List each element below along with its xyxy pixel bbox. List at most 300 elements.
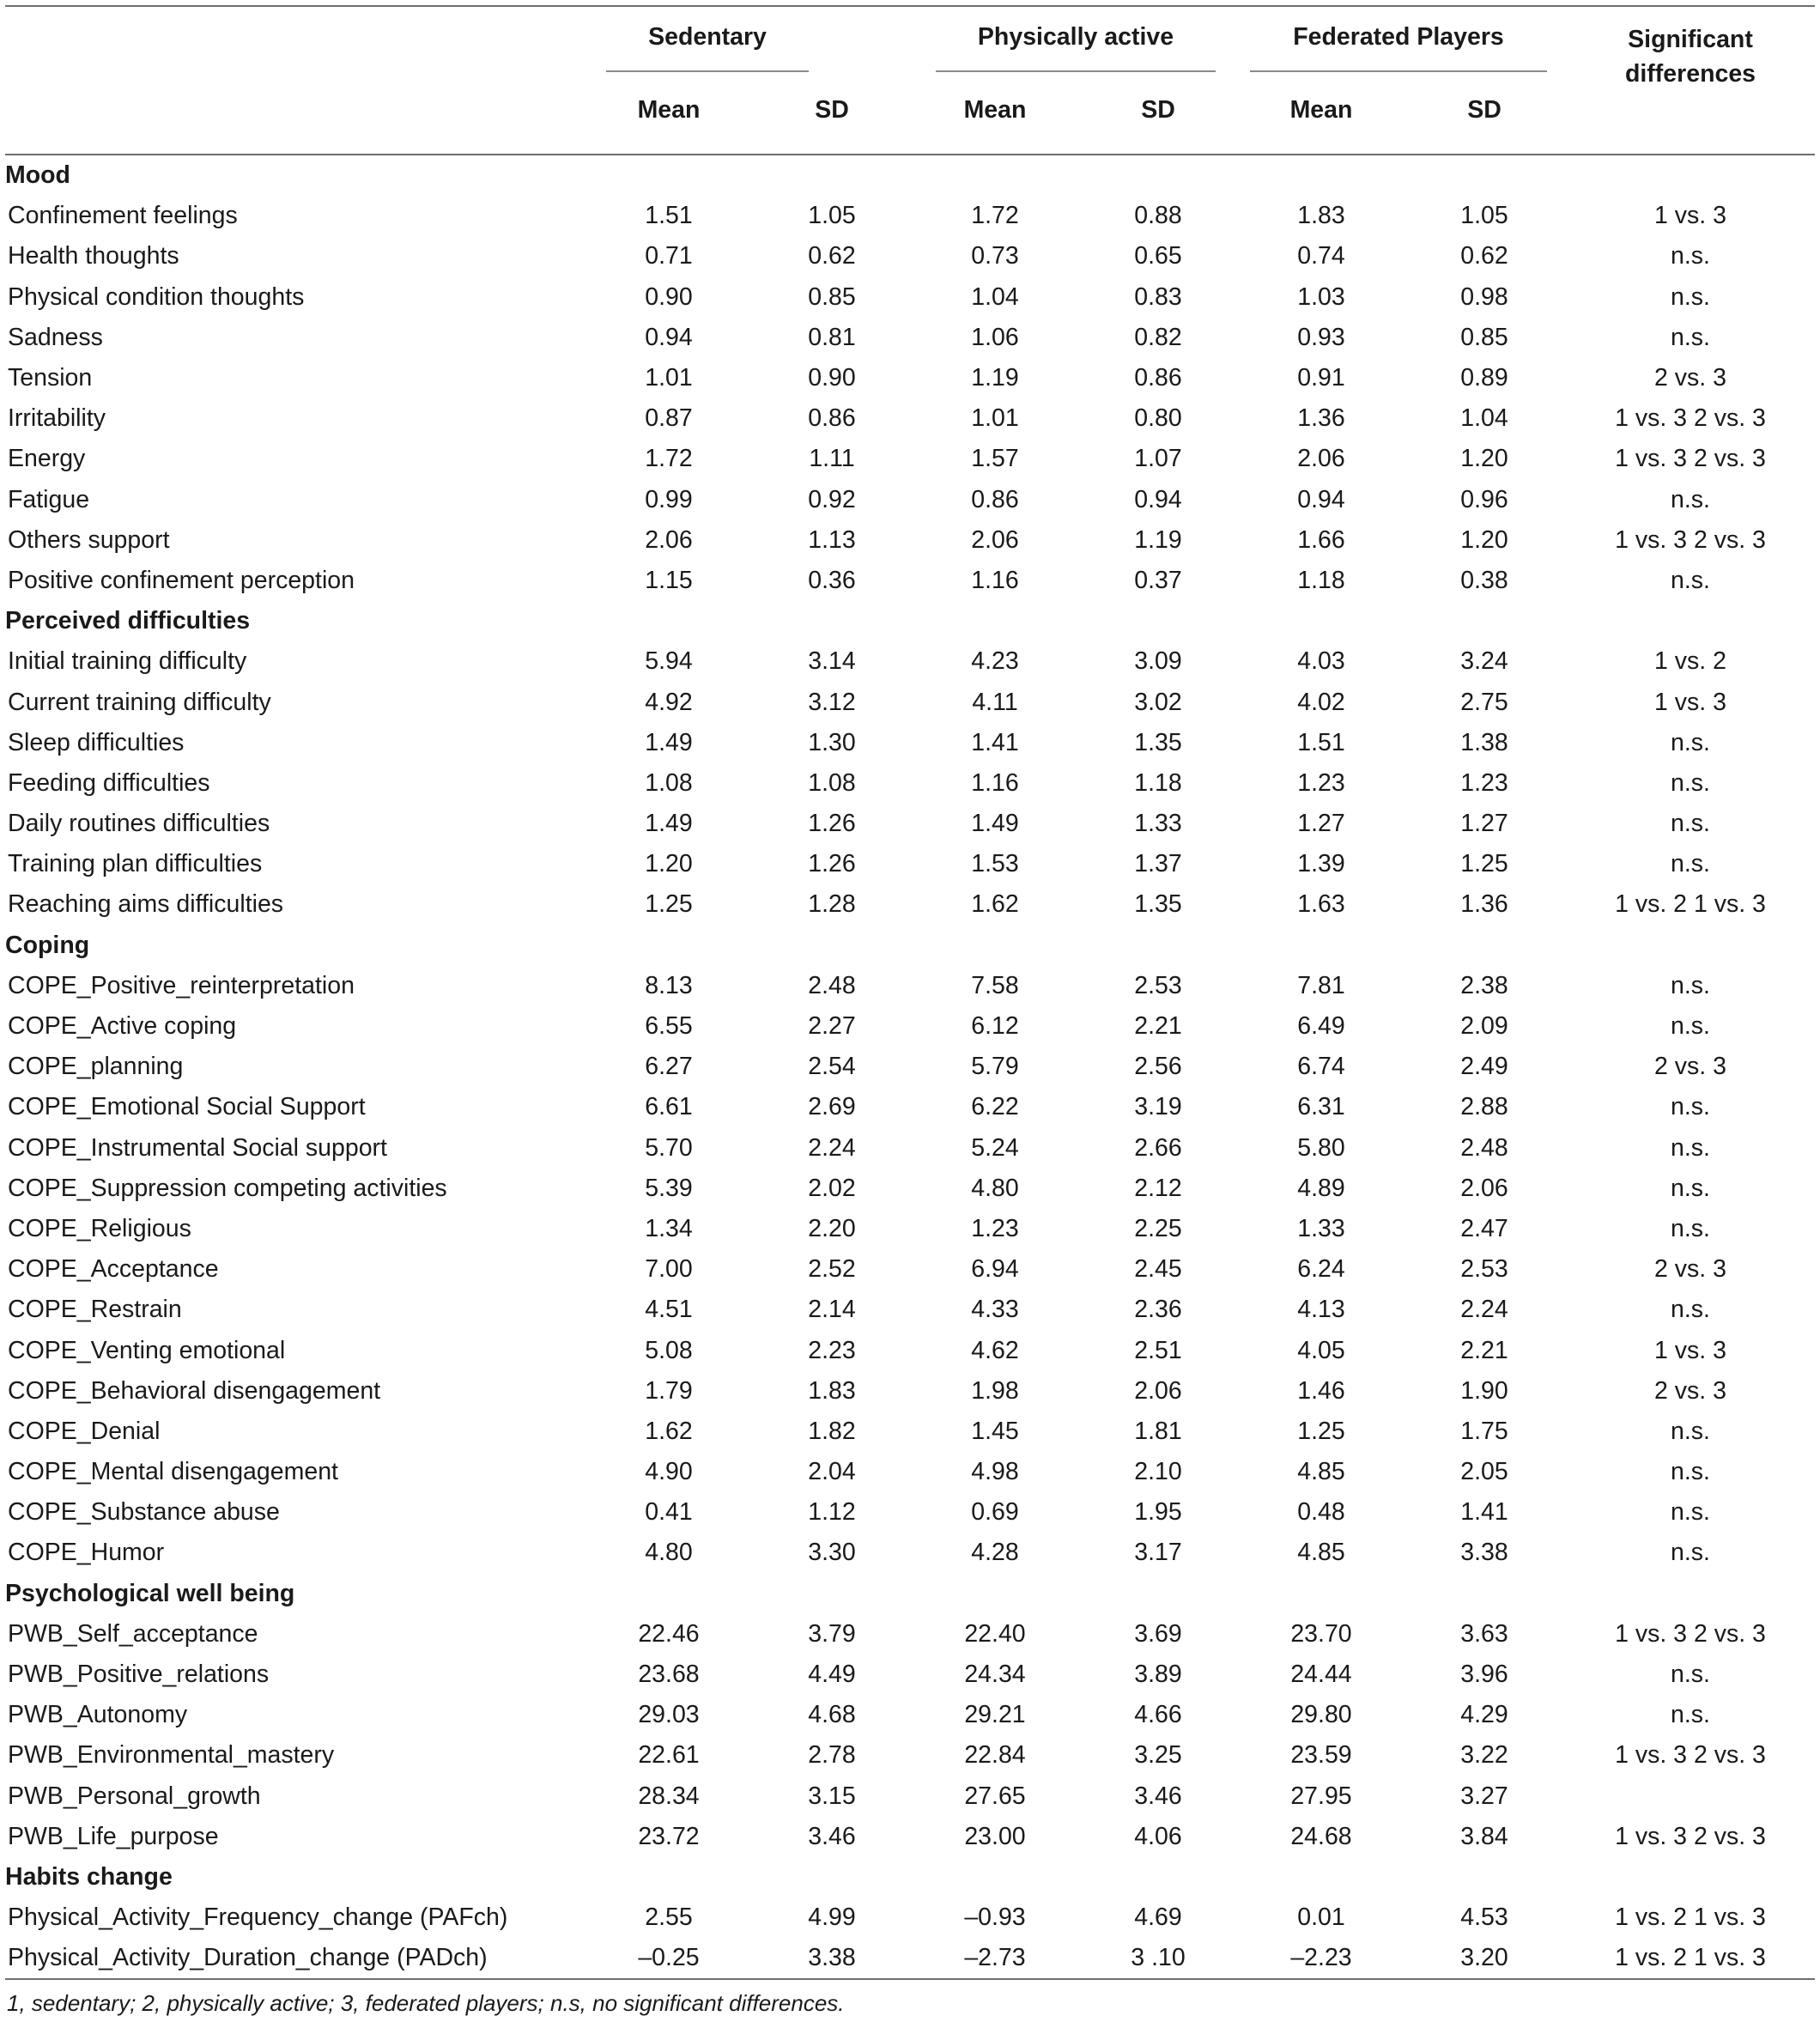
mean-cell: 1.25 xyxy=(645,890,693,919)
sd-cell: 0.85 xyxy=(808,282,856,311)
mean-cell: 1.79 xyxy=(645,1376,693,1405)
mean-cell: 2.06 xyxy=(645,525,693,554)
mean-cell: 1.08 xyxy=(645,768,693,797)
sd-cell: 0.62 xyxy=(1460,242,1508,270)
row-label: Training plan difficulties xyxy=(8,850,263,878)
sd-cell: 4.06 xyxy=(1134,1822,1182,1850)
mean-cell: 4.90 xyxy=(645,1458,693,1486)
mean-cell: 4.92 xyxy=(645,688,693,716)
significance-cell: n.s. xyxy=(1671,282,1710,311)
significance-cell: 1 vs. 2 1 vs. 3 xyxy=(1615,1904,1766,1932)
mean-cell: 1.19 xyxy=(971,364,1019,392)
mean-cell: 28.34 xyxy=(638,1782,700,1810)
significance-cell: n.s. xyxy=(1671,1498,1710,1527)
significance-cell: 1 vs. 3 2 vs. 3 xyxy=(1615,1822,1766,1850)
mean-cell: 0.74 xyxy=(1297,242,1345,270)
mean-cell: 4.98 xyxy=(971,1458,1019,1486)
sd-cell: 2.53 xyxy=(1460,1255,1508,1284)
sd-cell: 4.68 xyxy=(808,1701,856,1729)
mean-cell: 23.72 xyxy=(638,1822,700,1850)
sd-cell: 1.20 xyxy=(1460,445,1508,473)
significant-differences-header: Significant differences xyxy=(1624,26,1756,88)
mean-cell: 22.46 xyxy=(638,1619,700,1648)
significance-cell: n.s. xyxy=(1671,1296,1710,1324)
table-row xyxy=(5,1452,1815,1492)
sd-cell: 3.12 xyxy=(808,688,856,716)
mean-cell: 1.25 xyxy=(1297,1417,1345,1445)
mean-cell: 1.18 xyxy=(1297,566,1345,594)
significance-cell: n.s. xyxy=(1671,850,1710,878)
sd-cell: 0.86 xyxy=(808,404,856,433)
sd-cell: 0.62 xyxy=(808,242,856,270)
sd-cell: 1.23 xyxy=(1460,768,1508,797)
sd-cell: 0.81 xyxy=(808,323,856,351)
sd-cell: 3.38 xyxy=(750,1938,913,1979)
mean-cell: 0.69 xyxy=(971,1498,1019,1527)
sd-cell: 2.10 xyxy=(1134,1458,1182,1486)
mean-cell: 29.21 xyxy=(964,1701,1026,1729)
sd-cell: 3 .10 xyxy=(1077,1938,1240,1979)
mean-cell: 1.27 xyxy=(1297,810,1345,838)
table-row xyxy=(5,561,1815,601)
table-row xyxy=(5,1006,1815,1047)
significance-cell: 2 vs. 3 xyxy=(1654,1255,1726,1284)
sd-cell: 2.14 xyxy=(808,1296,856,1324)
row-label: COPE_Suppression competing activities xyxy=(8,1174,447,1202)
sd-cell: 2.75 xyxy=(1460,688,1508,716)
mean-cell: 7.58 xyxy=(971,971,1019,999)
significance-cell: n.s. xyxy=(1671,1012,1710,1041)
significance-cell: 1 vs. 2 1 vs. 3 xyxy=(1615,890,1766,919)
table-row xyxy=(5,723,1815,763)
section-header-row xyxy=(5,926,1815,966)
significance-cell: 1 vs. 3 xyxy=(1654,688,1726,716)
mean-cell: 1.16 xyxy=(971,566,1019,594)
sd-cell: 0.88 xyxy=(1134,202,1182,230)
mean-cell: 1.45 xyxy=(971,1417,1019,1445)
row-label: Confinement feelings xyxy=(8,202,238,230)
table-row xyxy=(5,480,1815,520)
mean-cell: 29.03 xyxy=(638,1701,700,1729)
mean-cell: 0.86 xyxy=(971,485,1019,513)
section-title: Perceived difficulties xyxy=(5,607,251,635)
mean-cell: 2.55 xyxy=(645,1904,693,1932)
mean-cell: 1.20 xyxy=(645,850,693,878)
mean-cell: 1.23 xyxy=(1297,768,1345,797)
sd-cell: 3.89 xyxy=(1134,1661,1182,1689)
row-label: Others support xyxy=(8,525,170,554)
mean-cell: 27.95 xyxy=(1290,1782,1352,1810)
significance-cell: n.s. xyxy=(1671,242,1710,270)
sd-cell: 0.86 xyxy=(1134,364,1182,392)
significance-cell: 2 vs. 3 xyxy=(1654,1376,1726,1405)
mean-cell: 4.85 xyxy=(1297,1539,1345,1567)
sd-cell: 2.24 xyxy=(808,1133,856,1162)
sd-cell: 2.56 xyxy=(1134,1053,1182,1081)
row-label: PWB_Autonomy xyxy=(8,1701,188,1729)
mean-cell: 6.94 xyxy=(971,1255,1019,1284)
sd-cell: 3.79 xyxy=(808,1619,856,1648)
row-label: Physical_Activity_Frequency_change (PAFch) xyxy=(8,1904,508,1932)
table-row xyxy=(5,1938,1815,1979)
mean-header: Mean xyxy=(637,96,701,124)
mean-cell: 2.06 xyxy=(971,525,1019,554)
sd-header: SD xyxy=(815,96,849,124)
mean-cell: 4.13 xyxy=(1297,1296,1345,1324)
mean-cell: 1.15 xyxy=(645,566,693,594)
row-label: PWB_Self_acceptance xyxy=(8,1619,258,1648)
mean-cell: 0.48 xyxy=(1297,1498,1345,1527)
sd-header: SD xyxy=(1467,96,1502,124)
mean-header: Mean xyxy=(963,96,1027,124)
sd-cell: 1.05 xyxy=(808,202,856,230)
significance-cell: 1 vs. 2 xyxy=(1654,647,1726,676)
header-blank-2 xyxy=(5,79,587,155)
row-label: Physical_Activity_Duration_change (PADch) xyxy=(5,1938,587,1979)
table-row xyxy=(5,884,1815,925)
sd-cell: 3.63 xyxy=(1460,1619,1508,1648)
row-label: COPE_Instrumental Social support xyxy=(8,1133,387,1162)
row-label: COPE_Behavioral disengagement xyxy=(8,1376,381,1405)
sd-cell: 3.27 xyxy=(1460,1782,1508,1810)
mean-cell: 4.80 xyxy=(645,1539,693,1567)
mean-cell: –2.23 xyxy=(1240,1938,1403,1979)
significance-cell: n.s. xyxy=(1671,1214,1710,1242)
mean-cell: 23.59 xyxy=(1290,1741,1352,1770)
row-label: Energy xyxy=(8,445,86,473)
table-row xyxy=(5,1735,1815,1776)
table-row xyxy=(5,641,1815,682)
mean-cell: 4.23 xyxy=(971,647,1019,676)
sd-cell: 3.96 xyxy=(1460,1661,1508,1689)
sd-cell: 2.20 xyxy=(808,1214,856,1242)
table-row xyxy=(5,520,1815,561)
table-row xyxy=(5,1655,1815,1695)
significance-cell: n.s. xyxy=(1671,768,1710,797)
table-row xyxy=(5,1533,1815,1573)
row-label: COPE_planning xyxy=(8,1053,184,1081)
mean-cell: 4.28 xyxy=(971,1539,1019,1567)
table-row xyxy=(5,439,1815,479)
table-row xyxy=(5,1330,1815,1370)
mean-cell: 1.04 xyxy=(971,282,1019,311)
mean-cell: 1.98 xyxy=(971,1376,1019,1405)
significance-cell: n.s. xyxy=(1671,485,1710,513)
sd-cell: 2.21 xyxy=(1134,1012,1182,1041)
sd-cell: 2.52 xyxy=(808,1255,856,1284)
table-row xyxy=(5,1614,1815,1655)
significance-cell: n.s. xyxy=(1671,1701,1710,1729)
sd-cell: 3.69 xyxy=(1134,1619,1182,1648)
sd-cell: 2.66 xyxy=(1134,1133,1182,1162)
mean-cell: 4.05 xyxy=(1297,1336,1345,1364)
significance-cell: 1 vs. 3 2 vs. 3 xyxy=(1615,404,1766,433)
row-label: Tension xyxy=(8,364,93,392)
mean-cell: 6.55 xyxy=(645,1012,693,1041)
mean-cell: 1.62 xyxy=(645,1417,693,1445)
significance-cell: n.s. xyxy=(1671,1539,1710,1567)
significance-cell xyxy=(1566,1776,1815,1817)
row-label: Daily routines difficulties xyxy=(8,810,270,838)
sd-cell: 0.83 xyxy=(1134,282,1182,311)
row-label: COPE_Active coping xyxy=(8,1012,237,1041)
significance-cell: n.s. xyxy=(1671,1417,1710,1445)
row-label: COPE_Positive_reinterpretation xyxy=(8,971,355,999)
sd-cell: 0.96 xyxy=(1460,485,1508,513)
sd-cell: 4.29 xyxy=(1460,1701,1508,1729)
sd-cell: 4.66 xyxy=(1134,1701,1182,1729)
sd-cell: 3.02 xyxy=(1134,688,1182,716)
section-header-row xyxy=(5,155,1815,196)
mean-cell: 1.72 xyxy=(645,445,693,473)
sd-cell: 0.98 xyxy=(1460,282,1508,311)
mean-cell: 24.44 xyxy=(1290,1661,1352,1689)
sd-cell: 3.24 xyxy=(1460,647,1508,676)
mean-cell: 0.01 xyxy=(1297,1904,1345,1932)
sd-cell: 1.08 xyxy=(808,768,856,797)
sd-cell: 2.27 xyxy=(808,1012,856,1041)
mean-cell: 1.01 xyxy=(645,364,693,392)
sd-cell: 2.06 xyxy=(1134,1376,1182,1405)
mean-cell: 24.34 xyxy=(964,1661,1026,1689)
sd-cell: 2.06 xyxy=(1460,1174,1508,1202)
sd-cell: 1.26 xyxy=(808,810,856,838)
row-label: COPE_Mental disengagement xyxy=(8,1458,338,1486)
sd-cell: 2.09 xyxy=(1460,1012,1508,1041)
mean-cell: 22.84 xyxy=(964,1741,1026,1770)
row-label: Fatigue xyxy=(8,485,90,513)
mean-cell: 1.53 xyxy=(971,850,1019,878)
sd-cell: 3.46 xyxy=(808,1822,856,1850)
table-row xyxy=(5,398,1815,439)
row-label: Reaching aims difficulties xyxy=(8,890,284,919)
mean-cell: 29.80 xyxy=(1290,1701,1352,1729)
row-label: COPE_Substance abuse xyxy=(8,1498,280,1527)
significance-cell: 1 vs. 3 xyxy=(1654,1336,1726,1364)
table-row xyxy=(5,1209,1815,1249)
mean-cell: 1.06 xyxy=(971,323,1019,351)
mean-cell: 6.12 xyxy=(971,1012,1019,1041)
mean-cell: 4.89 xyxy=(1297,1174,1345,1202)
header-blank xyxy=(5,6,587,79)
table-row xyxy=(5,1492,1815,1533)
section-header-row xyxy=(5,1857,1815,1897)
mean-cell: 5.70 xyxy=(645,1133,693,1162)
mean-cell: 1.51 xyxy=(645,202,693,230)
section-header-row xyxy=(5,1574,1815,1614)
mean-cell: 1.16 xyxy=(971,768,1019,797)
mean-cell: 1.51 xyxy=(1297,728,1345,756)
mean-cell: 6.22 xyxy=(971,1093,1019,1121)
group-header-federated-players: Federated Players xyxy=(1240,6,1566,79)
sd-cell: 1.38 xyxy=(1460,728,1508,756)
significance-cell: 1 vs. 2 1 vs. 3 xyxy=(1566,1938,1815,1979)
sd-cell: 2.25 xyxy=(1134,1214,1182,1242)
row-label: Sleep difficulties xyxy=(8,728,185,756)
mean-cell: 22.40 xyxy=(964,1619,1026,1648)
sd-cell: 0.82 xyxy=(1134,323,1182,351)
sd-cell: 2.47 xyxy=(1460,1214,1508,1242)
row-label: COPE_Humor xyxy=(8,1539,165,1567)
table-row xyxy=(5,1087,1815,1127)
mean-cell: 4.80 xyxy=(971,1174,1019,1202)
table-row xyxy=(5,1249,1815,1290)
sd-cell: 2.04 xyxy=(808,1458,856,1486)
mean-cell: 7.81 xyxy=(1297,971,1345,999)
table-body xyxy=(5,155,1815,1979)
table-row xyxy=(5,682,1815,722)
sd-cell: 0.94 xyxy=(1134,485,1182,513)
mean-cell: 1.46 xyxy=(1297,1376,1345,1405)
section-title: Psychological well being xyxy=(5,1579,295,1607)
row-label: PWB_Positive_relations xyxy=(8,1661,270,1689)
sd-cell: 3.22 xyxy=(1460,1741,1508,1770)
section-header-row xyxy=(5,601,1815,641)
table-header xyxy=(5,6,1815,155)
mean-cell: 1.57 xyxy=(971,445,1019,473)
sd-cell: 2.38 xyxy=(1460,971,1508,999)
mean-cell: 0.87 xyxy=(645,404,693,433)
sd-cell: 3.09 xyxy=(1134,647,1182,676)
sd-cell: 3.20 xyxy=(1403,1938,1566,1979)
sd-cell: 1.19 xyxy=(1134,525,1182,554)
sd-cell: 1.35 xyxy=(1134,728,1182,756)
significance-cell: n.s. xyxy=(1671,728,1710,756)
mean-cell: 7.00 xyxy=(645,1255,693,1284)
significance-cell: 1 vs. 3 2 vs. 3 xyxy=(1615,1741,1766,1770)
mean-cell: 6.49 xyxy=(1297,1012,1345,1041)
sd-cell: 1.05 xyxy=(1460,202,1508,230)
significance-cell: n.s. xyxy=(1671,1174,1710,1202)
row-label: Current training difficulty xyxy=(8,688,271,716)
results-table xyxy=(5,5,1815,1980)
mean-cell: 22.61 xyxy=(638,1741,700,1770)
table-row xyxy=(5,1128,1815,1169)
sd-cell: 1.81 xyxy=(1134,1417,1182,1445)
table-row xyxy=(5,1412,1815,1452)
mean-cell: 1.34 xyxy=(645,1214,693,1242)
table-row xyxy=(5,763,1815,804)
mean-cell: 0.41 xyxy=(645,1498,693,1527)
mean-cell: 4.11 xyxy=(972,688,1018,716)
mean-cell: 6.24 xyxy=(1297,1255,1345,1284)
mean-cell: 0.90 xyxy=(645,282,693,311)
mean-cell: 1.39 xyxy=(1297,850,1345,878)
sd-cell: 1.37 xyxy=(1134,850,1182,878)
mean-cell: 5.24 xyxy=(971,1133,1019,1162)
row-label: Physical condition thoughts xyxy=(8,282,305,311)
sd-cell: 0.90 xyxy=(808,364,856,392)
table-row xyxy=(5,358,1815,398)
sd-cell: 1.11 xyxy=(809,445,855,473)
mean-cell: 4.85 xyxy=(1297,1458,1345,1486)
mean-cell: 5.79 xyxy=(971,1053,1019,1081)
sd-cell: 2.36 xyxy=(1134,1296,1182,1324)
sd-cell: 1.07 xyxy=(1134,445,1182,473)
table-row xyxy=(5,1169,1815,1209)
mean-cell: 1.63 xyxy=(1297,890,1345,919)
mean-cell: 1.83 xyxy=(1297,202,1345,230)
sd-cell: 0.85 xyxy=(1460,323,1508,351)
significance-cell: n.s. xyxy=(1671,1093,1710,1121)
sd-cell: 2.54 xyxy=(808,1053,856,1081)
mean-cell: 4.33 xyxy=(971,1296,1019,1324)
group-header-physically-active: Physically active xyxy=(913,6,1240,79)
sd-cell: 4.53 xyxy=(1460,1904,1508,1932)
sd-cell: 2.49 xyxy=(1460,1053,1508,1081)
row-label: Sadness xyxy=(8,323,103,351)
sd-cell: 1.27 xyxy=(1460,810,1508,838)
significance-cell: n.s. xyxy=(1671,810,1710,838)
table-row xyxy=(5,1897,1815,1938)
mean-cell: 23.70 xyxy=(1290,1619,1352,1648)
table-row xyxy=(5,196,1815,236)
sd-cell: 3.25 xyxy=(1134,1741,1182,1770)
mean-cell: 0.93 xyxy=(1297,323,1345,351)
sd-cell: 3.17 xyxy=(1134,1539,1182,1567)
sd-cell: 1.33 xyxy=(1134,810,1182,838)
row-label: COPE_Restrain xyxy=(8,1296,182,1324)
sd-cell: 0.65 xyxy=(1134,242,1182,270)
mean-cell: 1.01 xyxy=(971,404,1019,433)
sd-cell: 3.46 xyxy=(1134,1782,1182,1810)
mean-cell: 23.00 xyxy=(964,1822,1026,1850)
sd-cell: 2.78 xyxy=(808,1741,856,1770)
mean-cell: 24.68 xyxy=(1290,1822,1352,1850)
sd-cell: 1.36 xyxy=(1460,890,1508,919)
significance-cell: n.s. xyxy=(1671,566,1710,594)
sd-cell: 3.30 xyxy=(808,1539,856,1567)
sd-cell: 2.24 xyxy=(1460,1296,1508,1324)
mean-cell: 6.61 xyxy=(645,1093,693,1121)
table-row xyxy=(5,318,1815,358)
significance-cell: n.s. xyxy=(1671,1458,1710,1486)
sd-cell: 3.19 xyxy=(1134,1093,1182,1121)
sd-cell: 3.15 xyxy=(808,1782,856,1810)
row-label: COPE_Acceptance xyxy=(8,1255,219,1284)
mean-cell: 1.49 xyxy=(971,810,1019,838)
sd-cell: 4.99 xyxy=(808,1904,856,1932)
significance-cell: 1 vs. 3 2 vs. 3 xyxy=(1615,1619,1766,1648)
significance-cell: n.s. xyxy=(1671,323,1710,351)
table-row xyxy=(5,1371,1815,1412)
row-label: COPE_Denial xyxy=(8,1417,161,1445)
mean-cell: 5.08 xyxy=(645,1336,693,1364)
mean-cell: 0.99 xyxy=(645,485,693,513)
row-label: PWB_Personal_growth xyxy=(8,1782,261,1810)
mean-cell: 5.94 xyxy=(645,647,693,676)
table-row xyxy=(5,1776,1815,1817)
mean-cell: 1.41 xyxy=(971,728,1019,756)
sd-cell: 2.88 xyxy=(1460,1093,1508,1121)
table-row xyxy=(5,1817,1815,1857)
section-title: Habits change xyxy=(5,1862,173,1891)
mean-cell: 1.72 xyxy=(971,202,1019,230)
significance-cell: n.s. xyxy=(1671,1133,1710,1162)
mean-header: Mean xyxy=(1289,96,1353,124)
table-row xyxy=(5,277,1815,318)
sd-cell: 0.80 xyxy=(1134,404,1182,433)
mean-cell: –0.93 xyxy=(964,1904,1026,1932)
significance-cell: 1 vs. 3 xyxy=(1654,202,1726,230)
mean-cell: 5.39 xyxy=(645,1174,693,1202)
mean-cell: 1.36 xyxy=(1297,404,1345,433)
mean-cell: 6.74 xyxy=(1297,1053,1345,1081)
sd-cell: 4.69 xyxy=(1134,1904,1182,1932)
sd-cell: 2.69 xyxy=(808,1093,856,1121)
row-label: Initial training difficulty xyxy=(8,647,247,676)
mean-cell: 2.06 xyxy=(1297,445,1345,473)
